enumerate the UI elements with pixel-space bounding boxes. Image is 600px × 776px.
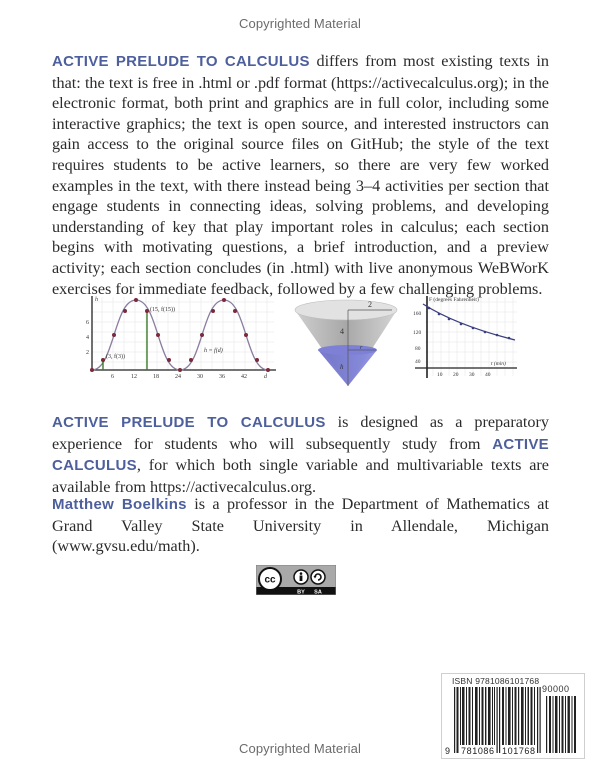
svg-text:80: 80 — [415, 346, 421, 352]
figures-row — [0, 290, 600, 395]
share-alike-icon — [311, 570, 325, 584]
svg-text:24: 24 — [175, 374, 181, 380]
book-title: ACTIVE PRELUDE TO CALCULUS — [52, 53, 310, 70]
cooling-graph — [405, 292, 520, 384]
preparatory-text-b: , for which both single variable and multivariable texts are available from https://activecalculus.org. — [52, 456, 549, 496]
copyright-watermark-bottom: Copyrighted Material — [239, 741, 361, 756]
svg-text:40: 40 — [485, 372, 491, 378]
description-text: differs from most existing texts in that: the text is free in .html or .pdf format (https://activecalculus.org); in the electronic format, both print and graphics are in full color, including some interactive graphics; the text is open source, and interested instructors can gain access to the original source files on GitHub; the style of the text requires students to be active learners, so there are very few worked examples in the text, with there instead being 3–4 activities per section that engage students in connecting ideas, solving problems, and developing understanding of key that play important roles in calculus; each section begins with motivating questions, a brief introduction, and a preview activity; each section concludes (in .html) with live anonymous WeBWorK exercises for immediate feedback, followed by a few challenging problems. — [52, 52, 549, 298]
svg-text:t (min): t (min) — [491, 361, 506, 367]
isbn-lead-digit: 9 — [445, 746, 451, 756]
isbn-digits-group1: 781086 — [461, 746, 495, 756]
y-tick: 6 — [86, 320, 89, 326]
svg-text:30: 30 — [197, 374, 203, 380]
description-paragraph — [52, 51, 549, 299]
book-title: ACTIVE PRELUDE TO CALCULUS — [52, 414, 326, 431]
svg-text:20: 20 — [453, 372, 459, 378]
isbn-label: ISBN 9781086101768 — [452, 676, 540, 686]
svg-text:(15, f(15)): (15, f(15)) — [150, 307, 175, 313]
price-code: 90000 — [542, 684, 570, 694]
svg-text:4: 4 — [340, 327, 344, 336]
companion-book-title: ACTIVE CALCULUS — [52, 435, 549, 475]
svg-text:SA: SA — [314, 589, 322, 595]
isbn-digits-group2: 101768 — [502, 746, 536, 756]
svg-text:2: 2 — [368, 300, 372, 309]
ferris-wheel-graph — [84, 292, 280, 382]
svg-text:30: 30 — [469, 372, 475, 378]
svg-text:10: 10 — [437, 372, 443, 378]
svg-text:BY: BY — [297, 589, 305, 595]
cc-icon — [259, 568, 281, 590]
preparatory-text-a: is designed as a preparatory experience for students who will subsequently study from — [52, 413, 549, 453]
svg-text:h = f(d): h = f(d) — [204, 348, 223, 354]
svg-text:cc: cc — [264, 574, 276, 586]
svg-text:(3, f(3)): (3, f(3)) — [106, 354, 125, 360]
author-paragraph — [52, 494, 549, 557]
svg-text:d: d — [264, 374, 267, 380]
y-axis-label: h — [95, 297, 98, 303]
svg-text:12: 12 — [131, 374, 137, 380]
y-tick: 4 — [86, 335, 89, 341]
svg-text:h: h — [340, 363, 344, 371]
preparatory-paragraph — [52, 412, 549, 497]
cone-diagram — [290, 294, 400, 389]
svg-text:36: 36 — [219, 374, 225, 380]
svg-text:160: 160 — [413, 311, 422, 317]
svg-text:r: r — [360, 345, 363, 351]
svg-text:42: 42 — [241, 374, 247, 380]
author-bio: is a professor in the Department of Mathematics at Grand Valley State University in Allendale, Michigan (www.gvsu.edu/math). — [52, 495, 549, 556]
author-name: Matthew Boelkins — [52, 496, 187, 513]
copyright-watermark-top: Copyrighted Material — [239, 16, 361, 31]
svg-text:120: 120 — [413, 330, 422, 336]
svg-text:18: 18 — [153, 374, 159, 380]
svg-text:40: 40 — [415, 359, 421, 365]
cc-by-sa-badge — [256, 565, 336, 595]
svg-text:6: 6 — [111, 374, 114, 380]
attribution-icon — [294, 570, 308, 584]
svg-text:F (degrees Fahrenheit): F (degrees Fahrenheit) — [429, 297, 479, 303]
y-tick: 2 — [86, 350, 89, 356]
